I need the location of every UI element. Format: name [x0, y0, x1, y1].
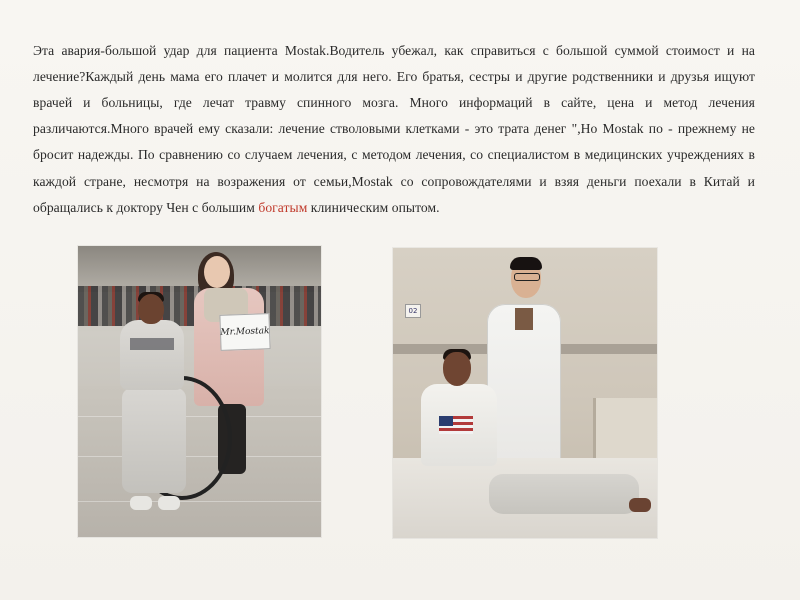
patient-head: [443, 352, 471, 386]
shoe-right: [158, 496, 180, 510]
glasses-icon: [514, 273, 540, 281]
doctor-hair: [510, 257, 542, 270]
man-legs: [122, 388, 186, 493]
story-paragraph: [33, 38, 755, 221]
welcome-sign: Mr.Mostak: [219, 313, 270, 351]
doctor-collar: [515, 308, 533, 330]
highlighted-word: богатым: [258, 199, 308, 215]
patient-foot: [629, 498, 651, 512]
paragraph-text: Эта авария-большой удар для пациента Mostak.Водитель убежал, как справиться с большой суммой стоимост и на лечение?Каждый день мама его плачет и молится для него. Его братья, сестры и другие родственники и друзья ищуют врачей и больницы, где лечат травму спинного мозга. Много информаций в сайте, цена и метод лечения различаются.Много врачей ему сказали: лечение стволовыми клетками - это трата денег ",Но Mostak по - прежнему не бросит надежды. По сравнению со случаем лечения, с методом лечения, со специалистом в медицинских учреждениях в каждой стране, несмотря на возражения от семьи,Mostak со сопровождателями и взяя деньги поехали в Китай и обращались к доктору Чен с большим: [33, 42, 755, 215]
paragraph-text-end: клиническим опытом.: [307, 199, 440, 215]
flag-canton: [439, 416, 453, 426]
sweater-print: [130, 338, 174, 350]
man-torso: [120, 320, 184, 390]
photo-hospital: [393, 248, 657, 538]
floor-line: [78, 501, 321, 502]
woman-head: [204, 256, 230, 288]
room-plaque: 02: [405, 304, 421, 318]
photo-airport: [78, 246, 321, 537]
man-head: [138, 294, 164, 324]
shoe-left: [130, 496, 152, 510]
patient-legs: [489, 474, 639, 514]
